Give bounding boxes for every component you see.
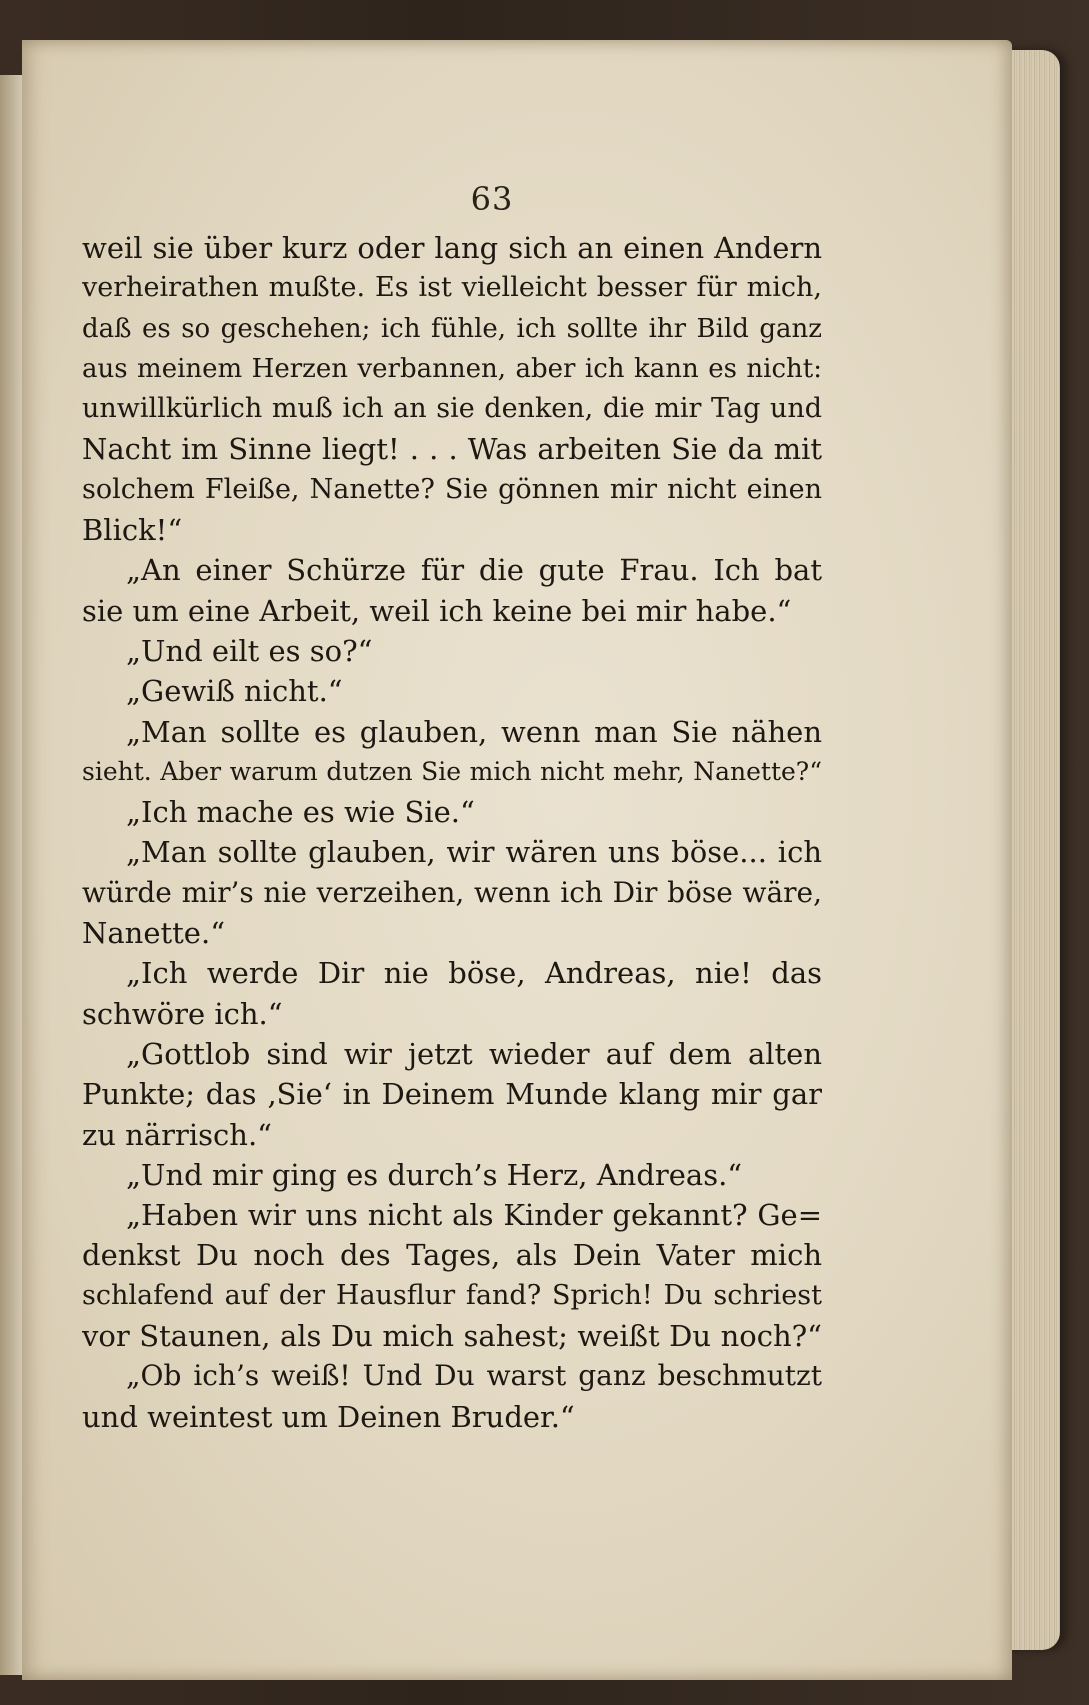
text-line: sieht. Aber warum dutzen Sie mich nicht mehr, Nanette?“ [82, 756, 822, 786]
book-page [22, 40, 1012, 1680]
text-line: „Gewiß nicht.“ [126, 674, 343, 709]
text-line: würde mir’s nie verzeihen, wenn ich Dir böse wäre, [82, 875, 822, 909]
text-line: und weintest um Deinen Bruder.“ [82, 1399, 575, 1434]
text-line: „An einer Schürze für die gute Frau. Ich bat [126, 553, 822, 588]
text-line: weil sie über kurz oder lang sich an einen Andern [82, 231, 822, 265]
body-text [82, 228, 822, 1437]
text-line: „Ich mache es wie Sie.“ [126, 795, 475, 830]
text-line: „Man sollte es glauben, wenn man Sie nähen [126, 714, 822, 749]
text-line: „Man sollte glauben, wir wären uns böse... ich [126, 835, 822, 870]
text-line: denkst Du noch des Tages, als Dein Vater mich [82, 1238, 822, 1273]
text-line: „Ich werde Dir nie böse, Andreas, nie! das [126, 956, 822, 991]
page-number: 63 [470, 180, 514, 218]
text-line: „Gottlob sind wir jetzt wieder auf dem alten [126, 1036, 822, 1071]
previous-page-edge [0, 75, 24, 1675]
text-line: solchem Fleiße, Nanette? Sie gönnen mir nicht einen [82, 473, 822, 505]
text-line: vor Staunen, als Du mich sahest; weißt Du noch?“ [82, 1319, 822, 1354]
text-line: schlafend auf der Hausflur fand? Sprich! Du schriest [82, 1279, 822, 1311]
text-line: Nacht im Sinne liegt! . . . Was arbeiten Sie da mit [82, 432, 822, 467]
text-line: Nanette.“ [82, 916, 226, 951]
text-line: verheirathen mußte. Es ist vielleicht besser für mich, [82, 272, 822, 304]
text-line: „Und mir ging es durch’s Herz, Andreas.“ [126, 1157, 743, 1192]
text-line: aus meinem Herzen verbannen, aber ich kann es nicht: [82, 353, 822, 384]
text-line: schwöre ich.“ [82, 996, 283, 1031]
text-line: „Haben wir uns nicht als Kinder gekannt? Ge= [126, 1198, 822, 1233]
text-line: daß es so geschehen; ich fühle, ich sollte ihr Bild ganz [82, 313, 822, 344]
text-line: sie um eine Arbeit, weil ich keine bei mir habe.“ [82, 593, 792, 628]
text-line: „Und eilt es so?“ [126, 633, 373, 668]
text-line: zu närrisch.“ [82, 1117, 272, 1152]
text-line: „Ob ich’s weiß! Und Du warst ganz beschmutzt [126, 1359, 822, 1393]
text-line: Blick!“ [82, 513, 183, 548]
text-line: unwillkürlich muß ich an sie denken, die mir Tag und [82, 393, 822, 425]
text-line: Punkte; das ‚Sie‘ in Deinem Munde klang mir gar [82, 1077, 822, 1112]
